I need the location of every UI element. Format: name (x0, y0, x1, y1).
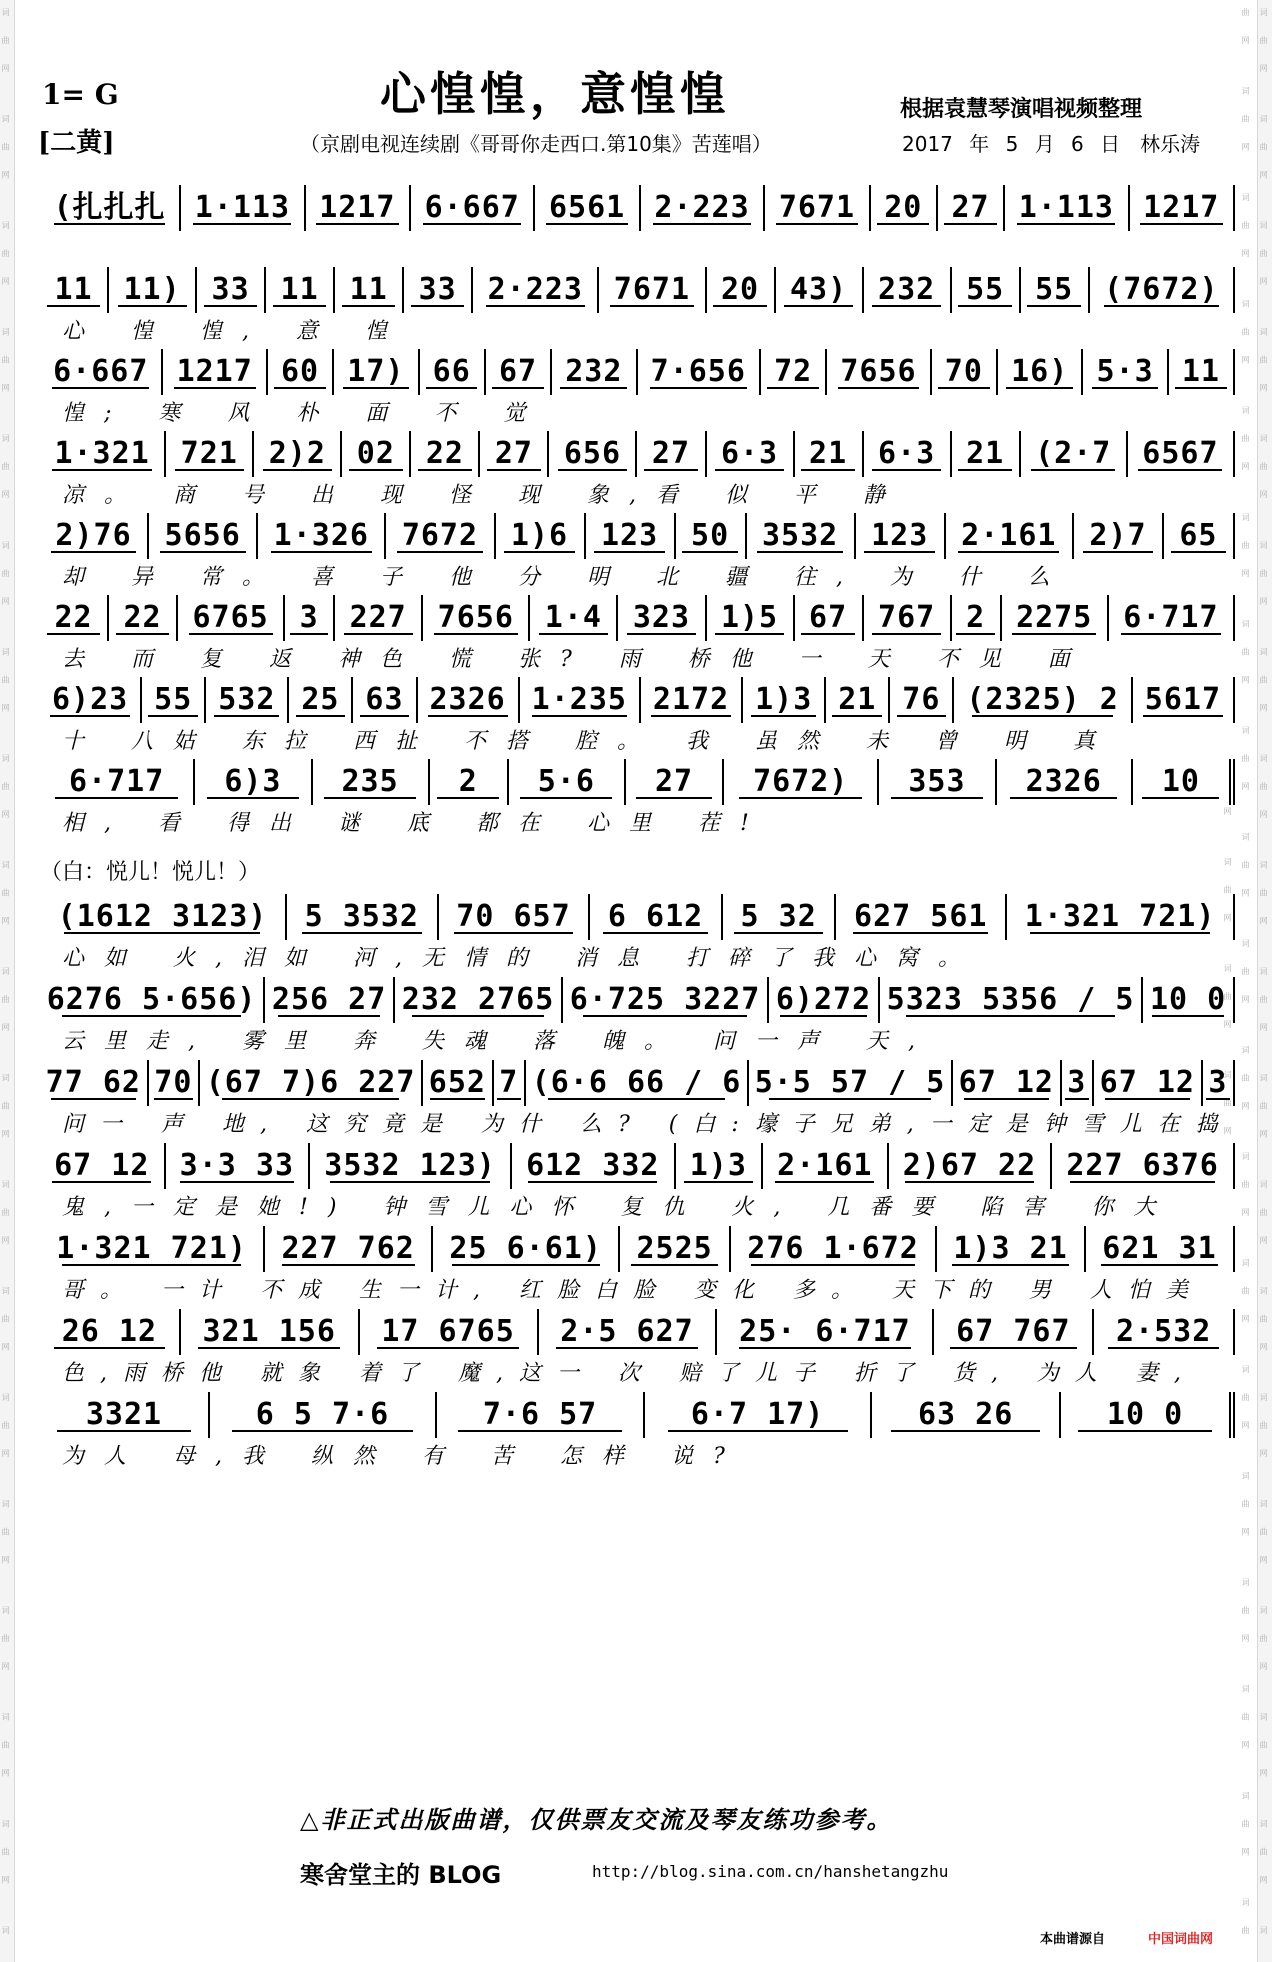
measure: 767 (864, 595, 952, 641)
measure: 1·321 721) (40, 1226, 265, 1272)
measure: 6·3 (707, 431, 795, 477)
measure: 256 27 (265, 977, 395, 1023)
measure: 227 (335, 595, 423, 641)
measure: 7656 (827, 349, 931, 395)
measure: 621 31 (1086, 1226, 1235, 1272)
measure: 6)272 (769, 977, 880, 1023)
measure: 3 (1203, 1060, 1235, 1106)
score-system (40, 894, 1235, 941)
measure: 6567 (1128, 431, 1235, 477)
measure: 721 (166, 431, 254, 477)
measure: 70 (149, 1060, 200, 1106)
measure: 70 (932, 349, 998, 395)
measure: 67 12 (1094, 1060, 1203, 1106)
measure: (2325) 2 (954, 677, 1132, 723)
measure: 276 1·672 (731, 1226, 937, 1272)
lyric-line: 凉。 商 号 出 现 怪 现 象,看 似 平 静 (62, 483, 905, 508)
measure: 43) (776, 267, 864, 313)
measure: 22 (40, 595, 109, 641)
measure: 11 (335, 267, 404, 313)
measure: 1)6 (496, 513, 586, 559)
measure: 55 (952, 267, 1021, 313)
measure: 232 (864, 267, 952, 313)
right-watermark-strip: 词曲网 词曲网 词曲网 词曲网 词曲网 词曲网 词曲网 词曲网 词曲网 词曲网 词曲网 词曲网 词曲网 词曲网 词曲网 词曲网 词曲网 词曲网 词曲网 词曲网 词曲网 词曲网 词曲网 词曲网 词曲网 词曲网 词曲网 词曲网 词曲网 词曲网 词曲网 词曲网 词曲网 词曲网 词曲网 词曲网 词曲网 词曲网 词曲网 词曲网 (1257, 0, 1272, 1962)
measure: 7 (494, 1060, 526, 1106)
lyric-line: 色,雨桥他 就象 着了 魔,这一 次 赔了儿子 折了 货, 为人 妻, (62, 1361, 1197, 1386)
measure: 17 6765 (360, 1309, 539, 1355)
measure: 63 (353, 677, 417, 723)
measure: 2·5 627 (539, 1309, 718, 1355)
lyric-line: 问一 声 地, 这究竟是 为什 么? (白:壕子兄弟,一定是钟雪儿在捣 (62, 1112, 1234, 1137)
measure: 2 (952, 595, 1002, 641)
measure: 2·161 (946, 513, 1074, 559)
measure: (67 7)6 227 (200, 1060, 423, 1106)
measure: 66 (420, 349, 486, 395)
blog-url: http://blog.sina.com.cn/hanshetangzhu (592, 1862, 949, 1881)
measure: 67 12 (953, 1060, 1062, 1106)
measure: 70 657 (439, 894, 591, 940)
score-system (40, 1060, 1235, 1107)
blog-label: 寒舍堂主的 BLOG (300, 1861, 502, 1889)
measure: 1·4 (530, 595, 618, 641)
measure: 1·113 (1005, 185, 1129, 231)
measure: 6·717 (1109, 595, 1235, 641)
measure: 232 2765 (395, 977, 563, 1023)
measure: 67 (486, 349, 552, 395)
song-subtitle: （京剧电视连续剧《哥哥你走西口.第10集》苦莲唱） (300, 132, 772, 156)
measure: 1217 (163, 349, 267, 395)
measure: 7672) (724, 759, 879, 805)
measure: 2)2 (254, 431, 342, 477)
measure: 5·6 (509, 759, 626, 805)
lyric-line: 去 而 复 返 神色 慌 张? 雨 桥他 一 天 不见 面 (62, 647, 1090, 672)
arranger-note: 根据袁慧琴演唱视频整理 (900, 97, 1143, 122)
score-system (40, 349, 1235, 396)
measure: 76 (890, 677, 954, 723)
measure: 17) (334, 349, 419, 395)
measure: 123 (586, 513, 676, 559)
measure: 1·321 (40, 431, 166, 477)
measure: 6·3 (864, 431, 952, 477)
measure: 7656 (423, 595, 530, 641)
measure: 6561 (535, 185, 640, 231)
measure: 2·223 (473, 267, 599, 313)
left-watermark-strip: 词曲网 词曲网 词曲网 词曲网 词曲网 词曲网 词曲网 词曲网 词曲网 词曲网 词曲网 词曲网 词曲网 词曲网 词曲网 词曲网 词曲网 词曲网 词 (0, 0, 15, 1962)
measure: 2172 (641, 677, 743, 723)
measure: 1·113 (181, 185, 305, 231)
measure: 612 332 (512, 1143, 676, 1189)
score-system (40, 977, 1235, 1024)
measure: 1)3 (743, 677, 826, 723)
measure: (扎扎扎 (40, 185, 181, 231)
measure: 11 (1169, 349, 1235, 395)
measure: 10 0 (1061, 1392, 1235, 1438)
measure: 2)76 (40, 513, 149, 559)
score-section-2 (40, 894, 1235, 1475)
date-author: 2017 年 5 月 6 日 林乐涛 (902, 132, 1201, 156)
measure: 5·5 57 / 5 (749, 1060, 953, 1106)
measure: 532 (206, 677, 289, 723)
measure: 3532 123) (310, 1143, 512, 1189)
measure: 2)7 (1074, 513, 1164, 559)
measure: 60 (268, 349, 334, 395)
measure: 3 (1062, 1060, 1094, 1106)
measure: 7671 (599, 267, 706, 313)
score-section-1 (40, 185, 1235, 841)
source-site: 中国词曲网 (1148, 1932, 1214, 1947)
measure: 6 612 (590, 894, 723, 940)
measure: (7672) (1090, 267, 1235, 313)
measure: 26 12 (40, 1309, 181, 1355)
measure: 3532 (747, 513, 856, 559)
measure: 3 (285, 595, 335, 641)
measure: 3321 (40, 1392, 210, 1438)
lyric-line: 为人 母,我 纵然 有 苦 怎样 说? (62, 1444, 745, 1469)
measure: 6·717 (40, 759, 195, 805)
measure: 627 561 (836, 894, 1007, 940)
measure: 2·223 (641, 185, 765, 231)
measure: 6 5 7·6 (210, 1392, 437, 1438)
measure: 27 (626, 759, 724, 805)
jianpu-score (40, 185, 1235, 1475)
measure: 65 (1164, 513, 1235, 559)
measure: 5656 (149, 513, 258, 559)
measure: 227 762 (265, 1226, 433, 1272)
score-system (40, 759, 1235, 806)
measure: 67 (795, 595, 864, 641)
measure: 232 (552, 349, 637, 395)
measure: 6)23 (40, 677, 142, 723)
measure: 5323 5356 / 5 (880, 977, 1143, 1023)
measure: 6·725 3227 (563, 977, 769, 1023)
measure: 6·7 17) (645, 1392, 872, 1438)
measure: 227 6376 (1052, 1143, 1235, 1189)
measure: 33 (404, 267, 473, 313)
measure: (6·6 66 / 6 (526, 1060, 749, 1106)
measure: 323 (618, 595, 706, 641)
measure: 11 (40, 267, 109, 313)
measure: 235 (313, 759, 430, 805)
measure: 1217 (1130, 185, 1235, 231)
score-system (40, 1309, 1235, 1356)
mode-label: [二黄] (38, 128, 115, 158)
source-label: 本曲谱源自 (1040, 1932, 1106, 1947)
measure: 27 (938, 185, 1005, 231)
score-system (40, 431, 1235, 478)
measure: 20 (707, 267, 776, 313)
measure: 2326 (997, 759, 1133, 805)
measure: 2326 (418, 677, 520, 723)
measure: 21 (795, 431, 864, 477)
measure: 6765 (178, 595, 285, 641)
score-system (40, 1143, 1235, 1190)
score-system (40, 267, 1235, 314)
measure: 5 3532 (287, 894, 439, 940)
measure: 2·532 (1094, 1309, 1235, 1355)
measure: 21 (952, 431, 1021, 477)
measure: 2 (430, 759, 509, 805)
measure: 25 (289, 677, 353, 723)
measure: 656 (549, 431, 637, 477)
lyric-line: 却 异 常。 喜 子 他 分 明 北 疆 往, 为 什 么 (62, 565, 1070, 590)
measure: (1612 3123) (40, 894, 287, 940)
measure: 7671 (765, 185, 870, 231)
measure: 21 (826, 677, 890, 723)
lyric-line: 哥。 一计 不成 生一计, 红脸白脸 变化 多。 天下的 男 人怕美 (62, 1278, 1204, 1303)
lyric-line: 相, 看 得出 谜 底 都在 心里 茬! (62, 811, 769, 836)
measure: 2)67 22 (889, 1143, 1053, 1189)
measure: 22 (109, 595, 178, 641)
lyric-line (40, 232, 1235, 267)
measure: 5·3 (1083, 349, 1168, 395)
measure: 50 (676, 513, 747, 559)
lyric-line: 鬼,一定是她!) 钟雪儿心怀 复仇 火, 几番要 陷害 你大 (62, 1195, 1176, 1220)
measure: 6·667 (40, 349, 163, 395)
measure: 7672 (386, 513, 495, 559)
score-system (40, 513, 1235, 560)
measure: 5 32 (723, 894, 837, 940)
measure: 1)3 (676, 1143, 763, 1189)
measure: 5617 (1133, 677, 1235, 723)
measure: 6·667 (411, 185, 535, 231)
measure: 25· 6·717 (717, 1309, 934, 1355)
measure: 02 (342, 431, 411, 477)
measure: 2275 (1002, 595, 1109, 641)
score-system (40, 595, 1235, 642)
measure: 55 (1021, 267, 1090, 313)
measure: 1)3 21 (937, 1226, 1086, 1272)
measure: 10 0 (1143, 977, 1235, 1023)
spoken-line: （白：悦儿！悦儿！） (40, 860, 261, 885)
measure: 652 (423, 1060, 494, 1106)
score-system (40, 1392, 1235, 1439)
measure: 7·656 (638, 349, 761, 395)
measure: 67 12 (40, 1143, 166, 1189)
measure: 33 (197, 267, 266, 313)
lyric-line: 心 惶 惶, 意 惶 (62, 319, 407, 344)
measure: 72 (761, 349, 827, 395)
measure: 20 (871, 185, 938, 231)
measure: 2·161 (763, 1143, 889, 1189)
key-signature: 1= G (42, 78, 119, 111)
lyric-line: 云里走, 雾里 奔 失魂 落 魄。 问一声 天, (62, 1029, 935, 1054)
measure: 6)3 (195, 759, 312, 805)
measure: (2·7 (1021, 431, 1128, 477)
measure: 321 156 (181, 1309, 360, 1355)
measure: 3·3 33 (166, 1143, 311, 1189)
measure: 1)5 (707, 595, 795, 641)
measure: 11) (109, 267, 197, 313)
lyric-line: 十 八姑 东拉 西扯 不搭 腔。 我 虽然 未 曾 明 真 (62, 729, 1115, 754)
measure: 6276 5·656) (40, 977, 265, 1023)
score-system (40, 1226, 1235, 1273)
measure: 1·321 721) (1007, 894, 1235, 940)
measure: 16) (998, 349, 1083, 395)
measure: 1·326 (258, 513, 386, 559)
measure: 27 (637, 431, 706, 477)
measure: 10 (1133, 759, 1235, 805)
measure: 77 62 (40, 1060, 149, 1106)
measure: 353 (879, 759, 996, 805)
measure: 55 (142, 677, 206, 723)
score-system (40, 185, 1235, 232)
lyric-line: 惶; 寒 风 朴 面 不 觉 (62, 401, 546, 426)
copyright-notice: △非正式出版曲谱，仅供票友交流及琴友练功参考。 (300, 1806, 893, 1834)
measure: 63 26 (872, 1392, 1061, 1438)
measure: 1·235 (520, 677, 641, 723)
measure: 2525 (620, 1226, 731, 1272)
measure: 27 (480, 431, 549, 477)
measure: 7·6 57 (437, 1392, 645, 1438)
measure: 25 6·61) (433, 1226, 620, 1272)
measure: 67 767 (934, 1309, 1094, 1355)
song-title: 心惶惶，意惶惶 (380, 67, 730, 121)
measure: 123 (856, 513, 946, 559)
measure: 22 (411, 431, 480, 477)
lyric-line: 心如 火,泪如 河,无情的 消息 打碎了我心窝。 (62, 946, 980, 971)
score-system (40, 677, 1235, 724)
measure: 1217 (306, 185, 411, 231)
measure: 11 (266, 267, 335, 313)
